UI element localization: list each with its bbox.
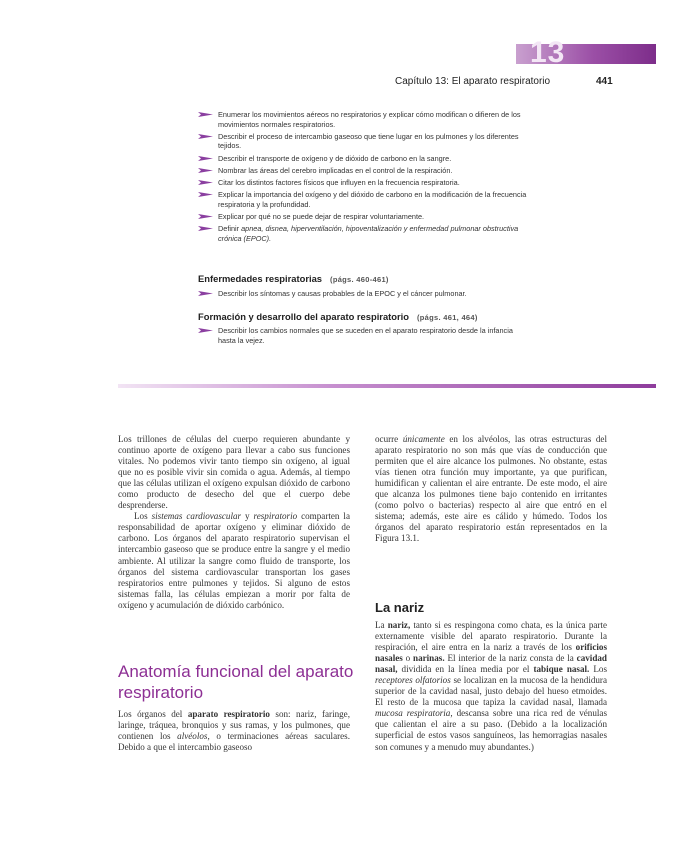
objective-text: Describir los cambios normales que se suceden en el aparato respiratorio desde la infancia hasta la vejez. [218,326,513,345]
development-objectives [198,326,528,348]
objective-text: Explicar la importancia del oxígeno y del dióxido de carbono en la modificación de la frecuencia respiratoria y la profundidad. [218,190,527,209]
running-title: Capítulo 13: El aparato respiratorio [395,76,551,87]
bold-term: nariz, [387,620,411,630]
italic-term: alvéolos, [177,731,210,742]
objective-item [198,224,528,243]
objective-text: Describir los síntomas y causas probables de la EPOC y el cáncer pulmonar. [218,289,467,298]
objectives-list [198,110,528,246]
arrow-bullet-icon [198,180,213,185]
text-span: o terminaciones aéreas saculares. Debido a que el intercambio gaseoso [118,731,350,753]
bold-term: cavidad nasal, [375,653,607,675]
bold-term: tabique nasal. [533,664,590,675]
left-column-anatomy [118,709,350,753]
objective-text: Citar los distintos factores físicos que influyen en la frecuencia respiratoria. [218,177,460,187]
objective-text: Enumerar los movimientos aéreos no respiratorios y explicar cómo modifican o difieren de los movimientos normales respiratorios. [218,110,521,129]
section-divider [118,384,656,388]
arrow-bullet-icon [198,328,213,333]
objective-item [198,110,528,129]
section-development-heading [198,311,478,322]
section-diseases-heading [198,273,389,284]
italic-term: únicamente [402,434,445,444]
section-diseases-pages: (págs. 460-461) [330,275,389,284]
arrow-bullet-icon [198,112,213,117]
text-span: son: nariz, faringe, laringe, tráquea, bronquios y sus ramas, y los pulmones, que contienen los [118,709,350,742]
objective-text: Definir [218,224,242,234]
text-span: y [241,511,254,522]
text-span: dividida en la línea media por el [397,664,534,675]
objective-item [198,178,528,188]
text-span: descansa sobre una rica red de vénulas que calientan el aire a su paso. (Debido a la localización superficial de estos vasos sanguíneos, las hemorragias nasales son comunes y a menudo muy abundantes.) [375,708,607,752]
bold-term: orificios nasales [375,642,607,664]
anatomy-paragraph [118,709,350,753]
objective-text: Describir el proceso de intercambio gaseoso que tiene lugar en los pulmones y los diferentes tejidos. [218,131,519,151]
objective-item [198,166,528,176]
text-span: ocurre [375,434,403,444]
text-span: El interior de la nariz consta de la [444,653,577,664]
section-development-pages: (págs. 461, 464) [417,313,478,322]
chapter-number: 13 [530,36,566,69]
bold-term: aparato respiratorio [187,709,270,719]
objective-item [198,212,528,222]
objective-item [198,154,528,164]
objective-terms: apnea, disnea, hiperventilación, hipoventalización y enfermedad pulmonar obstructiva crónica (EPOC). [218,224,519,243]
page-number: 441 [596,76,613,87]
text-span: Los órganos del [118,709,188,719]
arrow-bullet-icon [198,134,213,139]
italic-term: receptores olfatorios [375,675,451,686]
nose-heading: La nariz [375,600,425,615]
objective-text: Describir el transporte de oxígeno y de dióxido de carbono en la sangre. [218,153,452,163]
arrow-bullet-icon [198,156,213,161]
right-column-conduction [375,434,607,544]
objective-item [198,190,528,209]
left-column-intro [118,434,350,611]
section-diseases-title: Enfermedades respiratorias [198,273,323,284]
italic-term: respiratorio [253,511,298,522]
italic-term: mucosa respiratoria, [375,708,453,719]
anatomy-heading: Anatomía funcional del aparato respiratorio [118,662,354,702]
italic-term: sistemas cardiovascular [151,511,242,522]
bold-term: narinas. [413,653,445,664]
text-span: Los [589,664,608,675]
nose-paragraph [375,620,607,753]
objective-text: Nombrar las áreas del cerebro implicadas en el control de la respiración. [218,165,453,175]
text-span: Los [134,511,152,522]
text-span: La [375,620,388,630]
systems-paragraph [118,511,350,610]
objective-item [198,326,528,345]
arrow-bullet-icon [198,192,213,197]
arrow-bullet-icon [198,291,213,296]
arrow-bullet-icon [198,226,213,231]
objective-item [198,289,528,299]
section-development-title: Formación y desarrollo del aparato respiratorio [198,311,409,322]
arrow-bullet-icon [198,214,213,219]
text-span: en los alvéolos, las otras estructuras del aparato respiratorio no son más que vías de conducción que permiten que el aire alcance los pulmones. No obstante, estas vías tienen otra función muy importante, ya que purifican, humidifican y calientan el aire entrante. De este modo, el aire que alcanza los pulmones tiene bajo contenido en irritantes (como polvo o bacterias) respecto al aire que entró en el sistema; además, este aire es cálido y húmedo. Todos los órganos del aparato respiratorio están representados en la Figura 13.1. [375,434,607,544]
intro-paragraph: Los trillones de células del cuerpo requieren abundante y continuo aporte de oxígeno para llevar a cabo sus funciones vitales. No podemos vivir tanto tiempo sin oxígeno, al igual que no es posible vivir sin comida o agua. Además, al tiempo que las células utilizan el oxígeno expulsan dióxido de carbono como producto de desecho del que el cuerpo debe desprenderse. [118,434,350,511]
text-span: tanto si es respingona como chata, es la única parte externamente visible del aparato respiratorio. Durante la respiración, el aire entra en la nariz a través de los [375,620,607,653]
diseases-objectives [198,289,528,301]
text-span: comparten la responsabilidad de aportar oxígeno y eliminar dióxido de carbono. Los órganos del aparato respiratorio supervisan el intercambio gaseoso que se produce entre la sangre y el medio ambiente. Al utilizar la sangre como fluido de transporte, los órganos del sistema cardiovascular transportan los gases respiratorios entre pulmones y tejidos. Si alguno de estos sistemas falla, las células empiezan a morir por falta de oxígeno y acumulación de dióxido carbónico. [118,511,350,610]
right-column-nose [375,620,607,753]
arrow-bullet-icon [198,168,213,173]
text-span: o [402,653,414,664]
conduction-paragraph [375,434,607,544]
text-span: se localizan en la mucosa de la hendidura superior de la cavidad nasal, justo debajo del hueso etmoides. El resto de la mucosa que tapiza la cavidad nasal, llamada [375,675,608,708]
objective-item [198,132,528,151]
objective-text: Explicar por qué no se puede dejar de respirar voluntariamente. [218,211,425,221]
